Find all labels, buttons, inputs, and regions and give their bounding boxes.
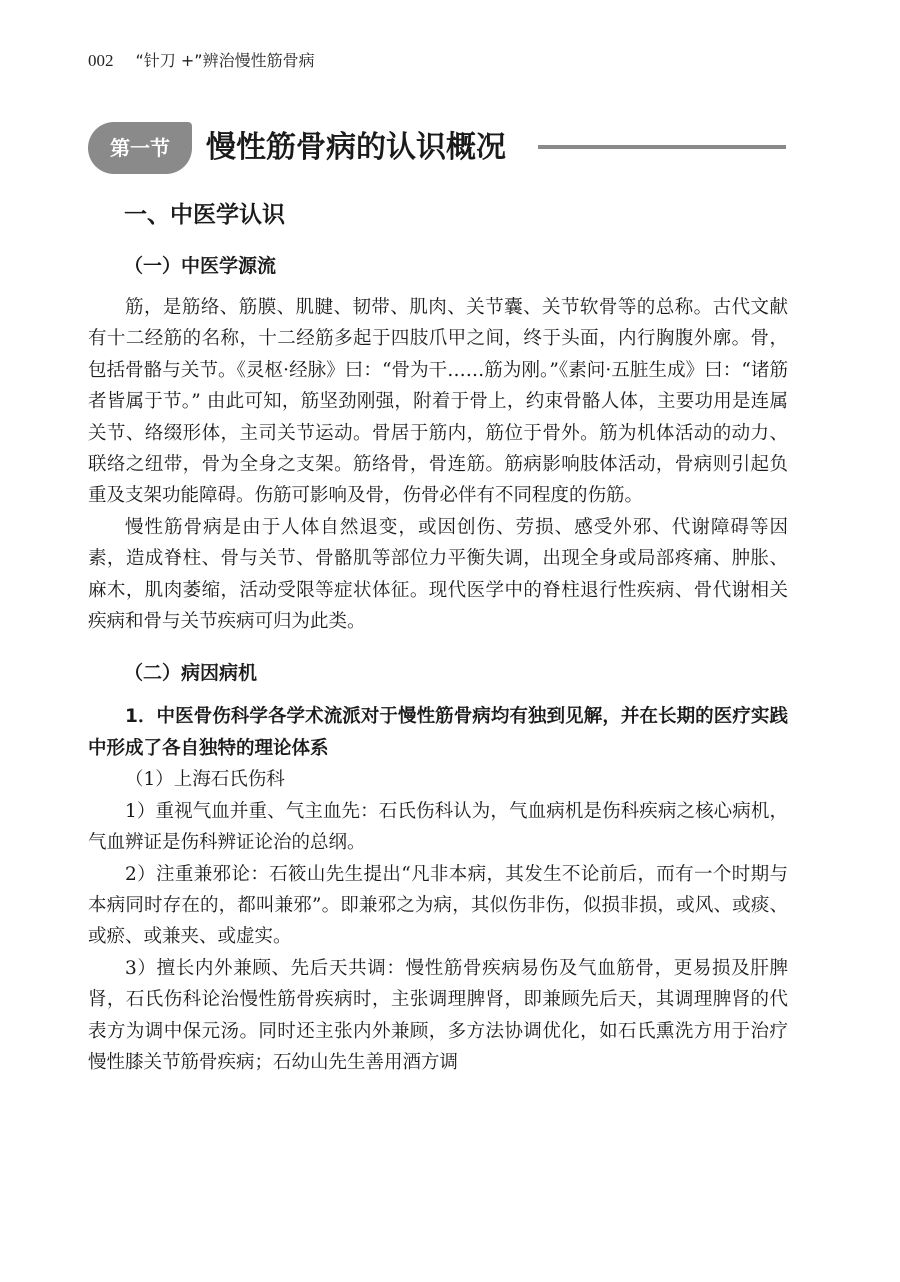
point-internal-external: 3）擅长内外兼顾、先后天共调：慢性筋骨疾病易伤及气血筋骨，更易损及肝脾肾，石氏伤科论治慢性筋骨疾病时，主张调理脾肾，即兼顾先后天，其调理脾肾的代表方为调中保元汤。同时还主张内外兼顾，多方法协调优化，如石氏熏洗方用于治疗慢性膝关节筋骨疾病；石幼山先生善用酒方调 — [88, 957, 788, 1073]
running-header — [88, 48, 315, 71]
section-heading — [88, 118, 786, 176]
paragraph-chronic-disease-definition: 慢性筋骨病是由于人体自然退变，或因创伤、劳损、感受外邪、代谢障碍等因素，造成脊柱、骨与关节、骨骼肌等部位力平衡失调，出现全身或局部疼痛、肿胀、麻木，肌肉萎缩，活动受限等症状体征。现代医学中的脊柱退行性疾病、骨代谢相关疾病和骨与关节疾病可归为此类。 — [88, 516, 788, 633]
section-badge: 第一节 — [88, 122, 192, 174]
section-divider — [538, 145, 786, 149]
lead-point-schools: 1．中医骨伤科学各学术流派对于慢性筋骨病均有独到见解，并在长期的医疗实践中形成了各自独特的理论体系 — [88, 706, 788, 759]
point-concurrent-pathogen: 2）注重兼邪论：石筱山先生提出“凡非本病，其发生不论前后，而有一个时期与本病同时存在的，都叫兼邪”。即兼邪之为病，其似伤非伤，似损非损，或风、或痰、或瘀、或兼夹、或虚实。 — [88, 863, 788, 948]
subheading-etiology: （二）病因病机 — [124, 662, 258, 685]
subheading-tcm-origins: （一）中医学源流 — [124, 255, 277, 277]
point-qi-blood: 1）重视气血并重、气主血先：石氏伤科认为，气血病机是伤科疾病之核心病机，气血辨证是伤科辨证论治的总纲。 — [88, 800, 788, 854]
heading-tcm-understanding: 一、中医学认识 — [124, 202, 285, 228]
page-number: 002 — [88, 51, 114, 70]
book-title: “针刀 +”辨治慢性筋骨病 — [135, 51, 315, 70]
paragraph-tendon-bone-definition: 筋，是筋络、筋膜、肌腱、韧带、肌肉、关节囊、关节软骨等的总称。古代文献有十二经筋的名称，十二经筋多起于四肢爪甲之间，终于头面，内行胸腹外廓。骨，包括骨骼与关节。《灵枢·经脉》曰：“骨为干……筋为刚。”《素问·五脏生成》曰：“诸筋者皆属于节。” 由此可知，筋坚劲刚强，附着于骨上，约束骨骼人体，主要功用是连属关节、络缀形体，主司关节运动。骨居于筋内，筋位于骨外。筋为机体活动的动力、联络之纽带，骨为全身之支架。筋络骨，骨连筋。筋病影响肢体活动，骨病则引起负重及支架功能障碍。伤筋可影响及骨，伤骨必伴有不同程度的伤筋。 — [88, 297, 788, 507]
body-content — [88, 192, 788, 1078]
school-label-shanghai-shi: （1）上海石氏伤科 — [125, 769, 285, 791]
section-title: 慢性筋骨病的认识概况 — [206, 130, 506, 165]
